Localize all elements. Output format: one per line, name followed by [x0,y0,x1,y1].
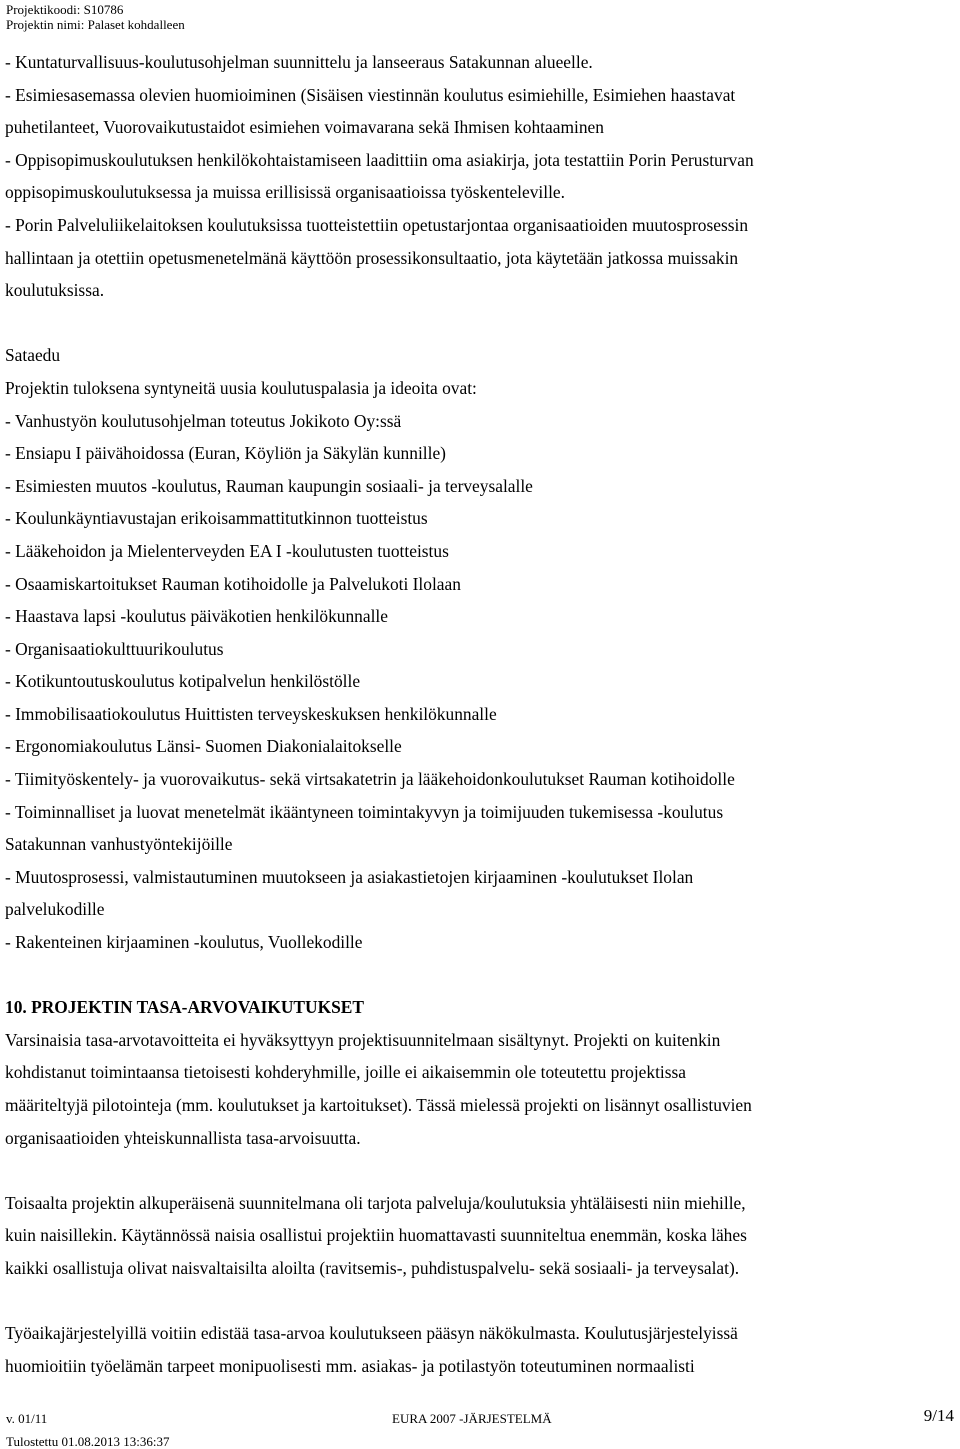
footer-system: EURA 2007 -JÄRJESTELMÄ [392,1411,552,1426]
spacer [5,307,953,340]
project-name: Projektin nimi: Palaset kohdalleen [6,17,185,32]
sataedu-title: Sataedu [5,345,61,366]
list-item: - Vanhustyön koulutusohjelman toteutus Jokikoto Oy:ssä [5,410,402,431]
list-item: - Kotikuntoutuskoulutus kotipalvelun henkilöstölle [5,671,361,692]
list-item: - Lääkehoidon ja Mielenterveyden EA I -koulutusten tuotteistus [5,540,449,561]
text-line: Varsinaisia tasa-arvotavoitteita ei hyväksyttyyn projektisuunnitelmaan sisältynyt. Projekti on kuitenkin [5,1029,721,1050]
list-item: - Esimiesten muutos -koulutus, Rauman kaupungin sosiaali- ja terveysalalle [5,475,533,496]
section-10 [5,991,953,1382]
footer-version: v. 01/11 [6,1411,48,1426]
section-heading: 10. PROJEKTIN TASA-ARVOVAIKUTUKSET [5,997,364,1018]
spacer [5,1285,953,1318]
list-item: - Ensiapu I päivähoidossa (Euran, Köyliön ja Säkylän kunnille) [5,443,446,464]
document-body [5,46,953,1382]
list-item: - Koulunkäyntiavustajan erikoisammattitutkinnon tuotteistus [5,508,428,529]
text-line: puhetilanteet, Vuorovaikutustaidot esimiehen voimavarana sekä Ihmisen kohtaaminen [5,117,604,138]
project-code: Projektikoodi: S10786 [6,2,124,17]
list-item: - Ergonomiakoulutus Länsi- Suomen Diakonialaitokselle [5,736,402,757]
text-line: kohdistanut toimintaansa tietoisesti kohderyhmille, joille ei aikaisemmin ole toteutettu projektissa [5,1062,687,1083]
list-item: palvelukodille [5,899,105,920]
list-item: - Haastava lapsi -koulutus päiväkotien henkilökunnalle [5,606,388,627]
list-item: - Muutosprosessi, valmistautuminen muutokseen ja asiakastietojen kirjaaminen -koulutukset Ilolan [5,866,694,887]
page-number: 9/14 [923,1406,954,1425]
text-line: kuin naisillekin. Käytännössä naisia osallistui projektiin huomattavasti suunniteltua enemmän, koska lähes [5,1225,747,1246]
list-item: - Tiimityöskentely- ja vuorovaikutus- sekä virtsakatetrin ja lääkehoidonkoulutukset Rauman kotihoidolle [5,769,735,790]
spacer [5,959,953,992]
footer-printed: Tulostettu 01.08.2013 13:36:37 [6,1434,170,1449]
text-line: oppisopimuskoulutuksessa ja muissa erillisissä organisaatioissa työskenteleville. [5,182,565,203]
text-line: organisaatioiden yhteiskunnallista tasa-arvoisuutta. [5,1127,361,1148]
list-item: Satakunnan vanhustyöntekijöille [5,834,233,855]
text-line: huomioitiin työelämän tarpeet monipuolisesti mm. asiakas- ja potilastyön toteutuminen normaalisti [5,1355,695,1376]
list-item: - Immobilisaatiokoulutus Huittisten terveyskeskuksen henkilökunnalle [5,703,497,724]
text-line: kaikki osallistuja olivat naisvaltaisilta aloilta (ravitsemis-, puhdistuspalvelu- sekä sosiaali- ja terveysalat). [5,1257,740,1278]
text-line: - Esimiesasemassa olevien huomioiminen (Sisäisen viestinnän koulutus esimiehille, Esimiehen haastavat [5,84,736,105]
text-line: koulutuksissa. [5,280,105,301]
text-line: Työaikajärjestelyillä voitiin edistää tasa-arvoa koulutukseen pääsyn näkökulmasta. Koulutusjärjestelyissä [5,1323,738,1344]
sataedu-section [5,339,953,958]
text-line: Projektin tuloksena syntyneitä uusia koulutuspalasia ja ideoita ovat: [5,377,477,398]
list-item: - Organisaatiokulttuurikoulutus [5,638,224,659]
text-line: määriteltyjä pilotointeja (mm. koulutukset ja kartoitukset). Tässä mielessä projekti on lisännyt osallistuvien [5,1095,752,1115]
text-line: - Kuntaturvallisuus-koulutusohjelman suunnittelu ja lanseeraus Satakunnan alueelle. [5,52,593,72]
intro-block [5,46,953,307]
spacer [5,1154,953,1187]
list-item: - Osaamiskartoitukset Rauman kotihoidolle ja Palvelukoti Ilolaan [5,573,461,594]
text-line: - Oppisopimuskoulutuksen henkilökohtaistamiseen laadittiin oma asiakirja, jota testattiin Porin Perusturvan [5,149,754,170]
text-line: hallintaan ja otettiin opetusmenetelmänä käyttöön prosessikonsultaatio, jota käytetään jatkossa muissakin [5,247,739,268]
text-line: Toisaalta projektin alkuperäisenä suunnitelmana oli tarjota palveluja/koulutuksia yhtäläisesti niin miehille, [5,1192,746,1213]
document-header [6,2,185,32]
list-item: - Toiminnalliset ja luovat menetelmät ikääntyneen toimintakyvyn ja toimijuuden tukemisessa -koulutus [5,801,724,822]
list-item: - Rakenteinen kirjaaminen -koulutus, Vuollekodille [5,932,363,953]
text-line: - Porin Palveluliikelaitoksen koulutuksissa tuotteistettiin opetustarjontaa organisaatioiden muutosprosessin [5,214,749,235]
